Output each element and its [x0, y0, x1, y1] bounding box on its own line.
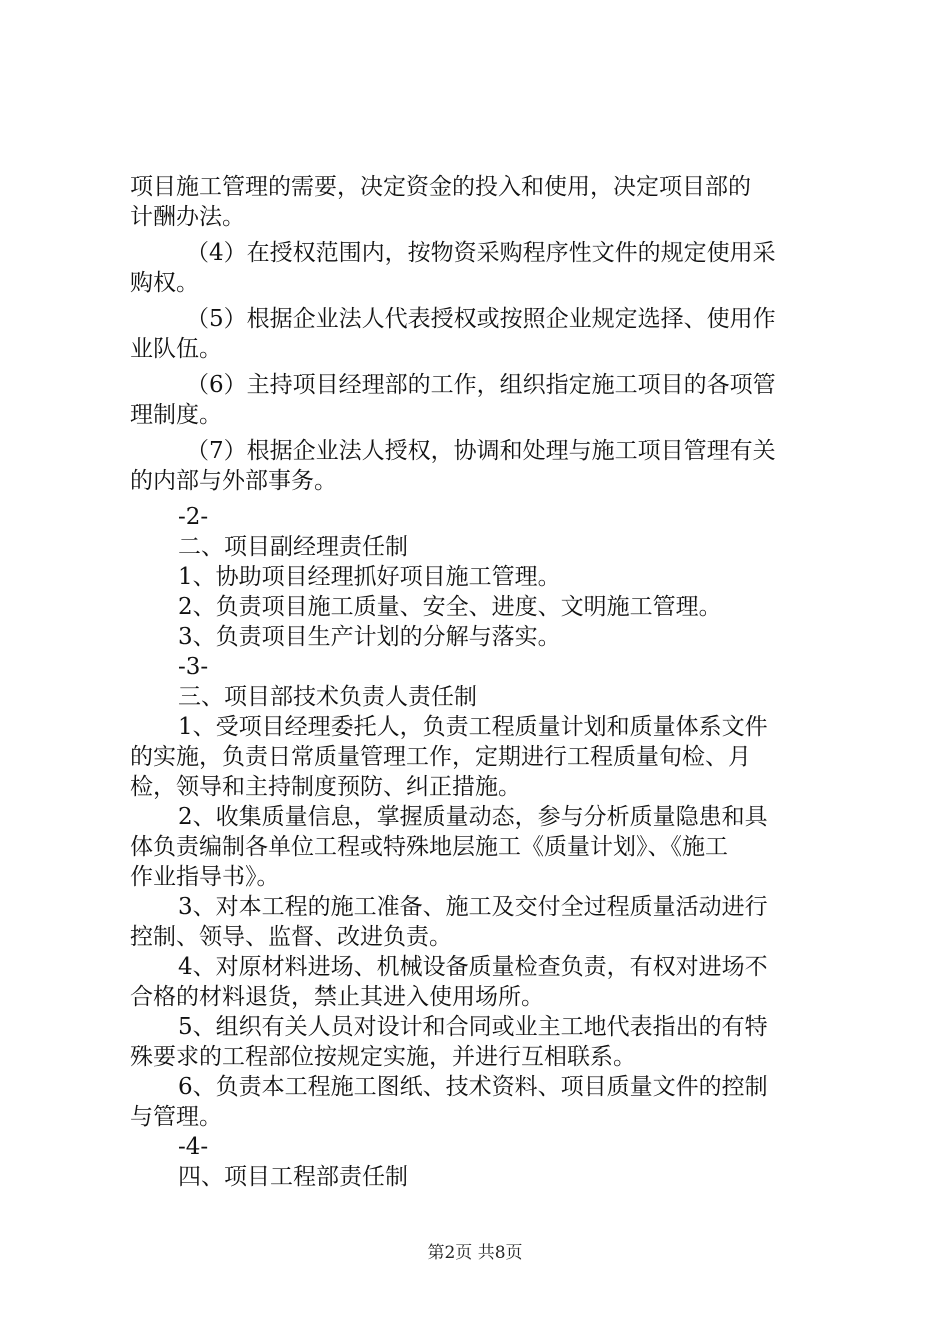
text-line: 项目施工管理的需要，决定资金的投入和使用，决定项目部的	[130, 174, 751, 200]
text-line: 2、收集质量信息，掌握质量动态，参与分析质量隐患和具	[178, 804, 768, 830]
text-line: 业队伍。	[130, 336, 222, 362]
text-line: 4、对原材料进场、机械设备质量检查负责，有权对进场不	[178, 954, 768, 980]
text-line: 的内部与外部事务。	[130, 468, 337, 494]
page-marker: -2-	[178, 504, 209, 530]
text-line: 与管理。	[130, 1104, 222, 1130]
page-marker: -3-	[178, 654, 209, 680]
text-line: 5、组织有关人员对设计和合同或业主工地代表指出的有特	[178, 1014, 768, 1040]
text-line: （6）主持项目经理部的工作，组织指定施工项目的各项管	[186, 372, 776, 398]
text-line: （4）在授权范围内，按物资采购程序性文件的规定使用采	[186, 240, 776, 266]
text-line: 殊要求的工程部位按规定实施，并进行互相联系。	[130, 1044, 636, 1070]
text-line: 计酬办法。	[130, 204, 245, 230]
section-heading: 三、项目部技术负责人责任制	[178, 684, 477, 710]
page-marker: -4-	[178, 1134, 209, 1160]
text-line: 理制度。	[130, 402, 222, 428]
text-line: 2、负责项目施工质量、安全、进度、文明施工管理。	[178, 594, 722, 620]
text-line: 购权。	[130, 270, 199, 296]
text-line: 3、负责项目生产计划的分解与落实。	[178, 624, 561, 650]
text-line: 作业指导书》。	[130, 864, 280, 890]
text-line: （5）根据企业法人代表授权或按照企业规定选择、使用作	[186, 306, 776, 332]
text-line: 6、负责本工程施工图纸、技术资料、项目质量文件的控制	[178, 1074, 768, 1100]
page-footer: 第2页 共8页	[427, 1243, 523, 1263]
text-line: 合格的材料退货，禁止其进入使用场所。	[130, 984, 544, 1010]
text-line: 1、受项目经理委托人，负责工程质量计划和质量体系文件	[178, 714, 768, 740]
text-line: 3、对本工程的施工准备、施工及交付全过程质量活动进行	[178, 894, 768, 920]
text-line: 控制、领导、监督、改进负责。	[130, 924, 452, 950]
document-body	[130, 172, 830, 1192]
section-heading: 二、项目副经理责任制	[178, 534, 408, 560]
text-line: 检，领导和主持制度预防、纠正措施。	[130, 774, 521, 800]
section-heading: 四、项目工程部责任制	[178, 1164, 408, 1190]
text-line: 体负责编制各单位工程或特殊地层施工《质量计划》、《施工	[130, 834, 728, 860]
text-line: 1、协助项目经理抓好项目施工管理。	[178, 564, 561, 590]
text-line: （7）根据企业法人授权，协调和处理与施工项目管理有关	[186, 438, 776, 464]
text-line: 的实施，负责日常质量管理工作，定期进行工程质量旬检、月	[130, 744, 751, 770]
